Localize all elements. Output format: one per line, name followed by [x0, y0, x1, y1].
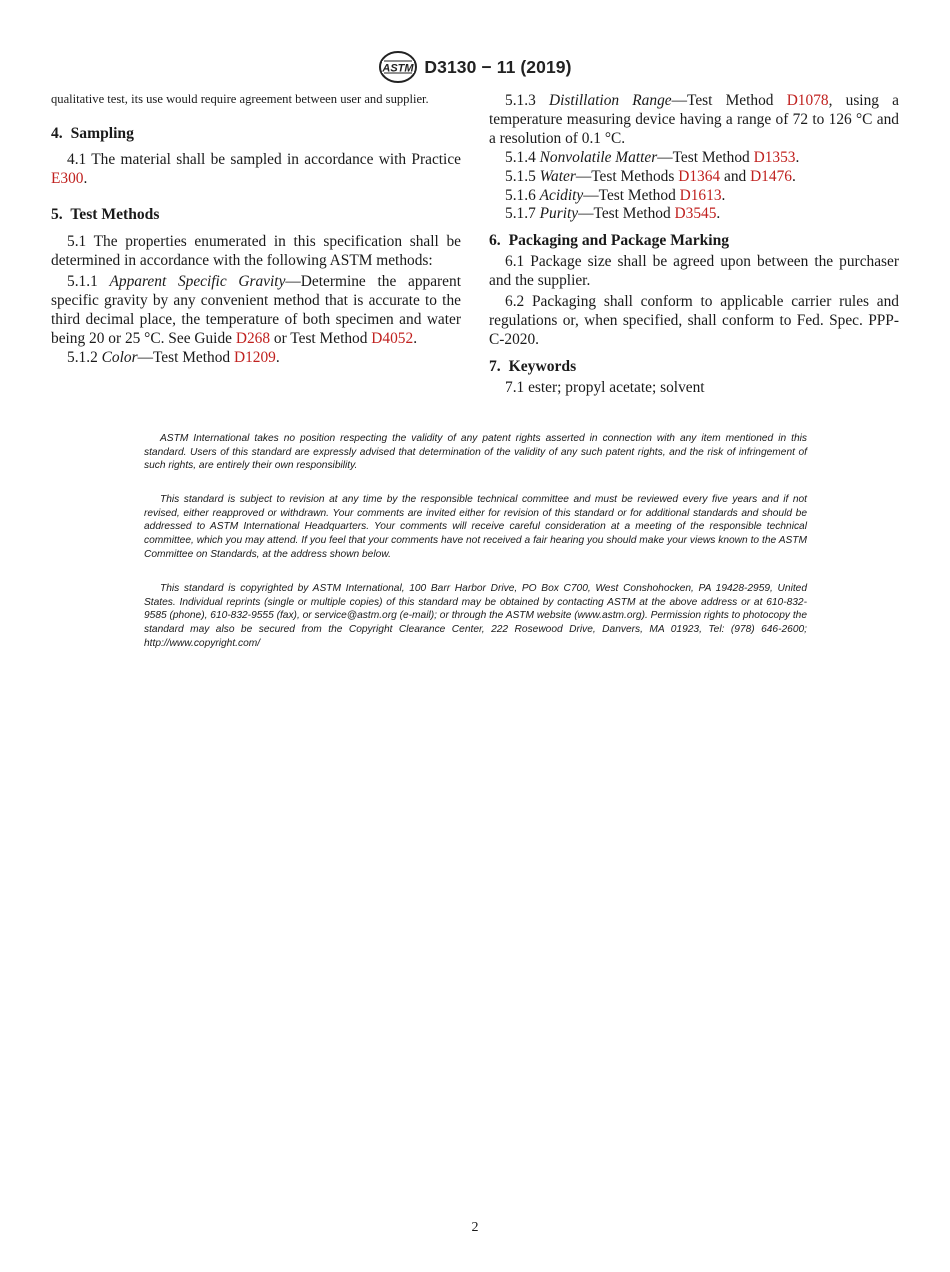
standard-designation: D3130 − 11 (2019) — [424, 56, 572, 77]
copyright-notice: This standard is copyrighted by ASTM International, 100 Barr Harbor Drive, PO Box C700, West Conshohocken, PA 19428-2959, United States. Individual reprints (single or multiple copies) of this standard may be obtained by contacting ASTM at the above address or at 610-832-9585 (phone), 610-832-9555 (fax), or service@astm.org (e-mail); or through the ASTM website (www.astm.org). Permission rights to photocopy the standard may also be secured from the Copyright Clearance Center, 222 Rosewood Drive, Danvers, MA 01923, Tel: (978) 646-2600; http://www.copyright.com/ — [144, 583, 807, 649]
page-header — [0, 50, 950, 84]
paragraph-7-1: 7.1 ester; propyl acetate; solvent — [505, 378, 705, 396]
paragraph-5-1-7: 5.1.7 Purity—Test Method D3545. — [505, 205, 721, 223]
link-d1364[interactable]: D1364 — [678, 167, 721, 185]
revision-notice: This standard is subject to revision at any time by the responsible technical committee and must be reviewed every five years and if not revised, either reapproved or withdrawn. Your comments are invited either for revision of this standard or for additional standards and should be addressed to ASTM International Headquarters. Your comments will receive careful consideration at a meeting of the responsible technical committee, which you may attend. If you feel that your comments have not received a fair hearing you should make your views known to the ASTM Committee on Standards, at the address shown below. — [144, 494, 807, 560]
paragraph-6-1: 6.1 Package size shall be agreed upon between the purchaser and the supplier. — [489, 253, 899, 290]
link-d1476[interactable]: D1476 — [750, 167, 792, 185]
astm-logo-icon — [378, 50, 418, 84]
page-number: 2 — [471, 1220, 479, 1235]
section-5-heading: 5. Test Methods — [51, 206, 160, 224]
paragraph-5-1-2: 5.1.2 Color—Test Method D1209. — [67, 348, 280, 366]
patent-notice: ASTM International takes no position respecting the validity of any patent rights asserted in connection with any item mentioned in this standard. Users of this standard are expressly advised that determination of the validity of any such patent rights, and the risk of infringement of such rights, are entirely their own responsibility. — [144, 433, 807, 472]
right-column — [489, 92, 899, 398]
section-7-heading: 7. Keywords — [489, 357, 577, 375]
section-4-heading: 4. Sampling — [51, 124, 134, 142]
paragraph-6-2: 6.2 Packaging shall conform to applicable carrier rules and regulations or, when specified, shall conform to Fed. Spec. PPP-C-2020. — [489, 293, 899, 348]
logo-text: ASTM — [382, 62, 414, 75]
paragraph-5-1-3: 5.1.3 Distillation Range—Test Method D1078, using a temperature measuring device having a range of 72 to 126 °C and a resolution of 0.1 °C. — [489, 92, 899, 147]
link-d4052[interactable]: D4052 — [371, 329, 414, 347]
paragraph-5-1-5: 5.1.5 Water—Test Methods D1364 and D1476. — [505, 167, 796, 185]
link-d1078[interactable]: D1078 — [786, 92, 829, 109]
link-e300[interactable]: E300 — [51, 170, 84, 188]
link-d268[interactable]: D268 — [235, 329, 271, 347]
left-column — [51, 92, 461, 367]
paragraph-5-1-1: 5.1.1 Apparent Specific Gravity—Determine the apparent specific gravity by any convenient method that is accurate to the third decimal place, the temperature of both specimen and water being 20 or 25 °C. See Guide D268 or Test Method D4052. — [51, 272, 461, 347]
paragraph-5-1: 5.1 The properties enumerated in this specification shall be determined in accordance with the following ASTM methods: — [51, 233, 461, 270]
link-d1353[interactable]: D1353 — [753, 148, 796, 166]
continuation-paragraph: qualitative test, its use would require agreement between user and supplier. — [51, 92, 429, 106]
link-d1613[interactable]: D1613 — [679, 186, 722, 204]
paragraph-4-1: 4.1 The material shall be sampled in accordance with Practice E300. — [51, 151, 461, 188]
link-d3545[interactable]: D3545 — [674, 205, 717, 223]
paragraph-5-1-6: 5.1.6 Acidity—Test Method D1613. — [505, 186, 726, 204]
section-6-heading: 6. Packaging and Package Marking — [489, 232, 730, 250]
paragraph-5-1-4: 5.1.4 Nonvolatile Matter—Test Method D1353. — [505, 148, 800, 166]
link-d1209[interactable]: D1209 — [233, 348, 276, 366]
